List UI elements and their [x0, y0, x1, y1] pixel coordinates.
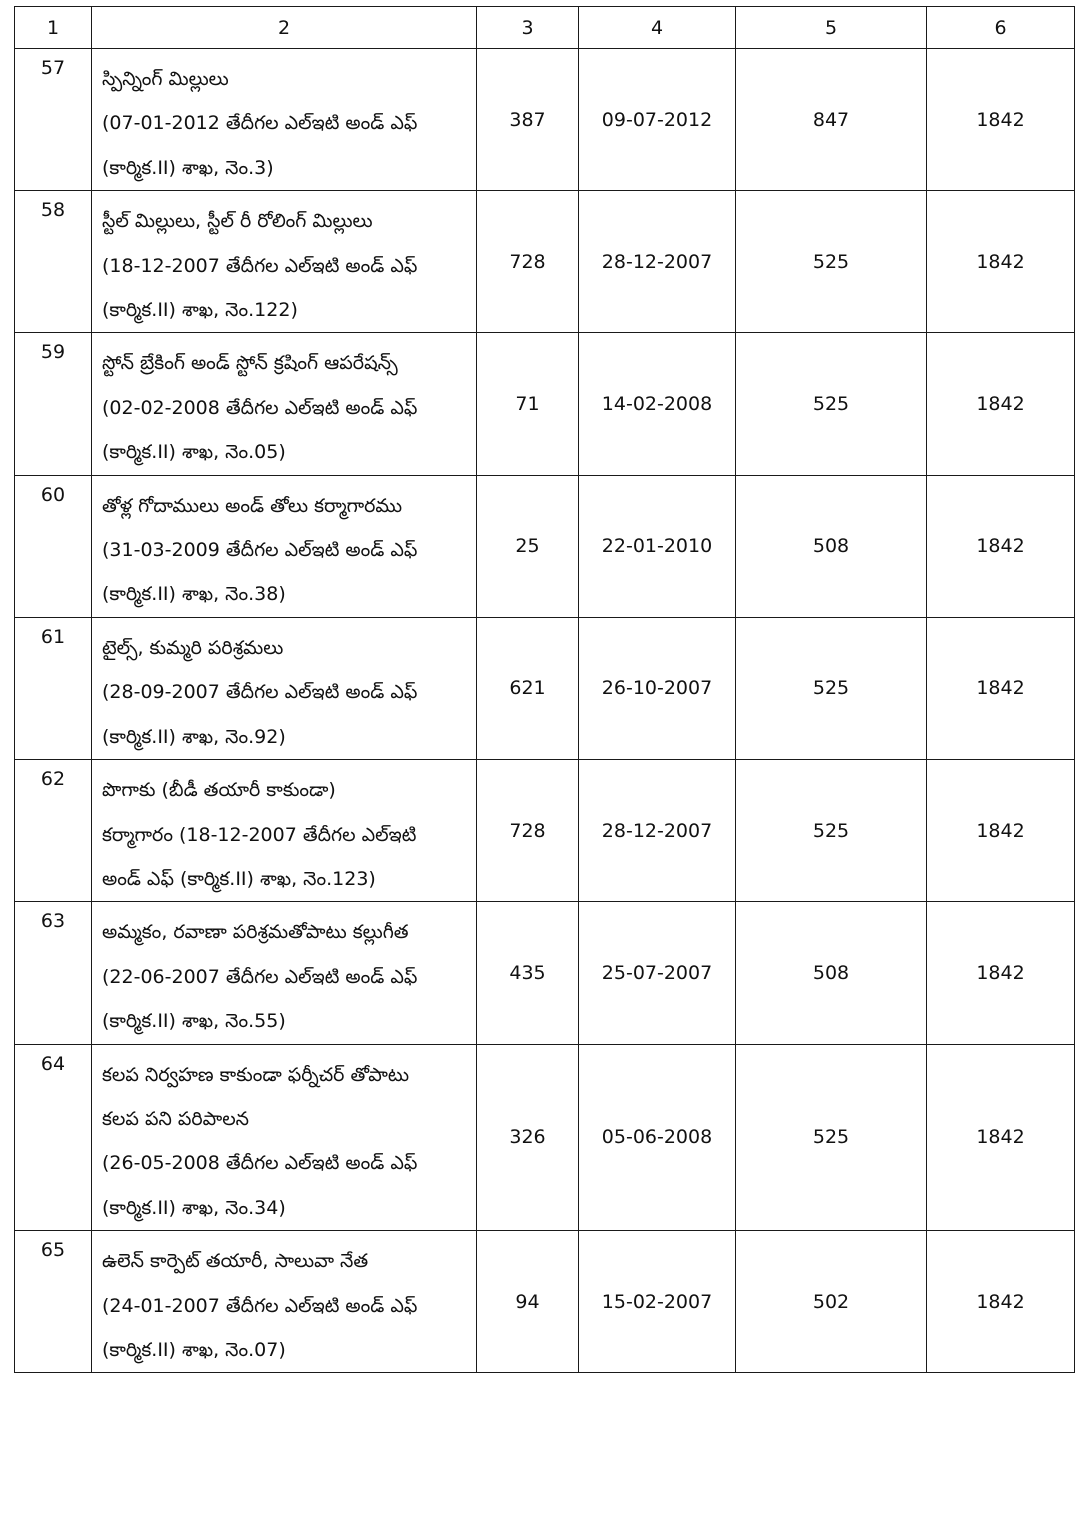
industry-description-cell [92, 333, 477, 475]
header-row [15, 7, 1075, 49]
column-3-cell: 94 [477, 1231, 579, 1373]
wage-notification-table [14, 6, 1075, 1373]
description-line: స్పిన్నింగ్ మిల్లులు [102, 68, 229, 90]
description-line: పొగాకు (బీడీ తయారీ కాకుండా) [102, 779, 336, 802]
date-cell: 28-12-2007 [579, 191, 736, 333]
table-row [15, 1044, 1075, 1231]
description-line: (కార్మిక.II) శాఖ, నెం.38) [102, 583, 286, 606]
column-6-cell: 1842 [927, 49, 1075, 191]
table-row [15, 49, 1075, 191]
description-line: (కార్మిక.II) శాఖ, నెం.07) [102, 1338, 286, 1361]
date-cell: 28-12-2007 [579, 760, 736, 902]
table-row [15, 1231, 1075, 1373]
description-line: తోళ్ల గోదాములు అండ్ తోలు కర్మాగారము [102, 494, 403, 517]
description-line: స్టోన్ బ్రేకింగ్ అండ్ స్టోన్ క్రషింగ్ ఆపరేషన్స్ [102, 352, 398, 375]
column-header-1: 1 [15, 7, 92, 49]
description-line: (కార్మిక.II) శాఖ, నెం.34) [102, 1196, 286, 1219]
table-row [15, 760, 1075, 902]
column-header-5: 5 [736, 7, 927, 49]
serial-number-cell: 57 [15, 49, 92, 191]
description-line: (కార్మిక.II) శాఖ, నెం.55) [102, 1010, 286, 1033]
description-line: (కార్మిక.II) శాఖ, నెం.122) [102, 299, 298, 322]
industry-description-cell [92, 49, 477, 191]
industry-description-cell [92, 617, 477, 759]
description-line: టైల్స్, కుమ్మరి పరిశ్రమలు [102, 636, 284, 659]
column-header-3: 3 [477, 7, 579, 49]
column-5-cell: 525 [736, 760, 927, 902]
description-line: కర్మాగారం (18-12-2007 తేదీగల ఎల్‌ఇటి [102, 823, 417, 846]
column-5-cell: 525 [736, 333, 927, 475]
industry-description-cell [92, 902, 477, 1044]
column-6-cell: 1842 [927, 760, 1075, 902]
industry-description-cell [92, 760, 477, 902]
date-cell: 05-06-2008 [579, 1044, 736, 1231]
column-6-cell: 1842 [927, 333, 1075, 475]
description-line: (22-06-2007 తేదీగల ఎల్‌ఇటి అండ్ ఎఫ్ [102, 965, 418, 988]
column-5-cell: 502 [736, 1231, 927, 1373]
description-line: కలప పని పరిపాలన [102, 1107, 249, 1130]
table-row [15, 617, 1075, 759]
column-6-cell: 1842 [927, 1044, 1075, 1231]
column-3-cell: 728 [477, 191, 579, 333]
description-line: (కార్మిక.II) శాఖ, నెం.3) [102, 156, 274, 179]
description-line: అండ్ ఎఫ్ (కార్మిక.II) శాఖ, నెం.123) [102, 867, 376, 890]
column-header-4: 4 [579, 7, 736, 49]
serial-number-cell: 61 [15, 617, 92, 759]
table-row [15, 902, 1075, 1044]
serial-number-cell: 58 [15, 191, 92, 333]
description-line: (31-03-2009 తేదీగల ఎల్‌ఇటి అండ్ ఎఫ్ [102, 539, 418, 562]
description-line: (18-12-2007 తేదీగల ఎల్‌ఇటి అండ్ ఎఫ్ [102, 254, 418, 277]
serial-number-cell: 62 [15, 760, 92, 902]
serial-number-cell: 64 [15, 1044, 92, 1231]
table-row [15, 333, 1075, 475]
column-header-6: 6 [927, 7, 1075, 49]
column-5-cell: 525 [736, 617, 927, 759]
table-row [15, 191, 1075, 333]
column-3-cell: 326 [477, 1044, 579, 1231]
column-3-cell: 25 [477, 475, 579, 617]
date-cell: 15-02-2007 [579, 1231, 736, 1373]
description-line: స్టీల్ మిల్లులు, స్టీల్ రీ రోలింగ్ మిల్లులు [102, 210, 373, 233]
date-cell: 22-01-2010 [579, 475, 736, 617]
column-3-cell: 728 [477, 760, 579, 902]
description-line: (24-01-2007 తేదీగల ఎల్‌ఇటి అండ్ ఎఫ్ [102, 1294, 418, 1317]
table-row [15, 475, 1075, 617]
industry-description-cell [92, 475, 477, 617]
column-6-cell: 1842 [927, 617, 1075, 759]
table-header [15, 7, 1075, 49]
description-line: (07-01-2012 తేదీగల ఎల్‌ఇటి అండ్ ఎఫ్ [102, 112, 418, 135]
column-6-cell: 1842 [927, 1231, 1075, 1373]
description-line: కలప నిర్వహణ కాకుండా ఫర్నీచర్ తోపాటు [102, 1063, 410, 1086]
industry-description-cell [92, 191, 477, 333]
industry-description-cell [92, 1044, 477, 1231]
date-cell: 26-10-2007 [579, 617, 736, 759]
column-5-cell: 525 [736, 1044, 927, 1231]
description-line: (కార్మిక.II) శాఖ, నెం.92) [102, 725, 286, 748]
column-5-cell: 508 [736, 475, 927, 617]
column-6-cell: 1842 [927, 475, 1075, 617]
table-body [15, 49, 1075, 1373]
serial-number-cell: 59 [15, 333, 92, 475]
description-line: (26-05-2008 తేదీగల ఎల్‌ఇటి అండ్ ఎఫ్ [102, 1152, 418, 1175]
column-3-cell: 435 [477, 902, 579, 1044]
column-3-cell: 387 [477, 49, 579, 191]
serial-number-cell: 60 [15, 475, 92, 617]
column-5-cell: 847 [736, 49, 927, 191]
column-5-cell: 508 [736, 902, 927, 1044]
description-line: అమ్మకం, రవాణా పరిశ్రమతోపాటు కల్లుగీత [102, 921, 409, 944]
description-line: ఉలెన్ కార్పెట్ తయారీ, సాలువా నేత [102, 1250, 369, 1273]
column-3-cell: 71 [477, 333, 579, 475]
column-6-cell: 1842 [927, 902, 1075, 1044]
date-cell: 09-07-2012 [579, 49, 736, 191]
serial-number-cell: 63 [15, 902, 92, 1044]
column-3-cell: 621 [477, 617, 579, 759]
description-line: (కార్మిక.II) శాఖ, నెం.05) [102, 441, 286, 464]
column-header-2: 2 [92, 7, 477, 49]
serial-number-cell: 65 [15, 1231, 92, 1373]
date-cell: 25-07-2007 [579, 902, 736, 1044]
date-cell: 14-02-2008 [579, 333, 736, 475]
column-6-cell: 1842 [927, 191, 1075, 333]
column-5-cell: 525 [736, 191, 927, 333]
industry-description-cell [92, 1231, 477, 1373]
description-line: (02-02-2008 తేదీగల ఎల్‌ఇటి అండ్ ఎఫ్ [102, 396, 418, 419]
description-line: (28-09-2007 తేదీగల ఎల్‌ఇటి అండ్ ఎఫ్ [102, 681, 418, 704]
